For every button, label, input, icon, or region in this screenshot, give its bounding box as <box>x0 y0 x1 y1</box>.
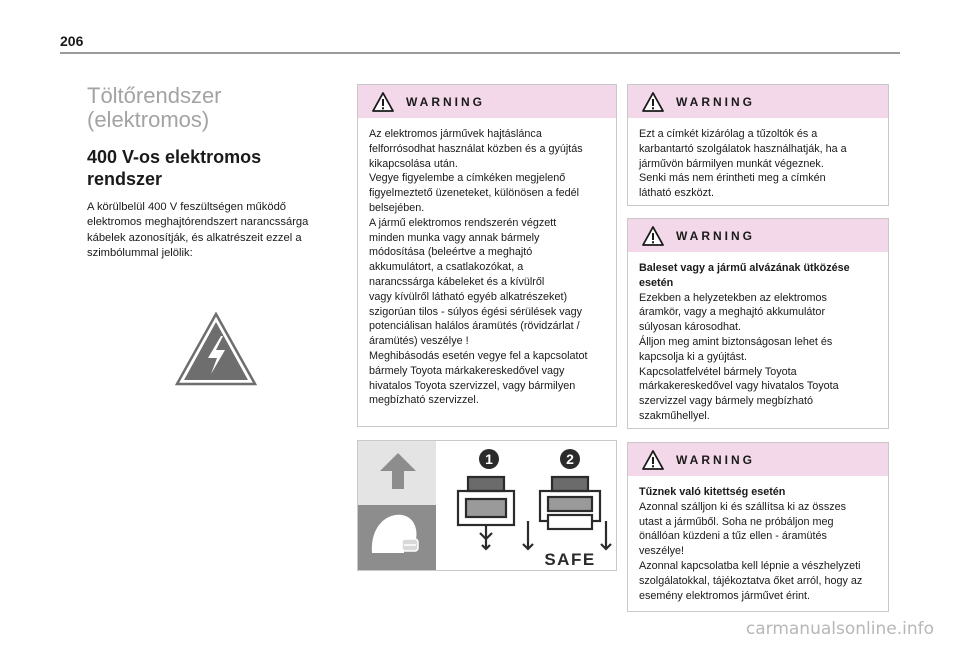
left-column <box>87 84 344 391</box>
warning-title: WARNING <box>676 452 755 467</box>
intro-paragraph: A körülbelül 400 V feszültségen működő elektromos meghajtórendszert narancssárga kábelek azonosítják, és alkatrészeit ezzel a szimbólummal jelölik: <box>87 201 309 260</box>
warning-title: WARNING <box>406 94 485 109</box>
warning-header <box>628 443 888 476</box>
warning-text: Azonnal szálljon ki és szállítsa ki az összes utast a járműből. Soha ne próbáljon meg önállóan küzdeni a tűz ellen - áramütés veszélye! Azonnal kapcsolatba kell lépnie a vészhelyzeti szolgálatokkal, tájékoztatva őket arról, hogy az esemény elektromos járművet érint. <box>639 500 863 602</box>
warning-text: Ezekben a helyzetekben az elektromos áramkör, vagy a meghajtó akkumulátor súlyosan károsodhat. Álljon meg amint biztonságosan lehet és kapcsolja ki a gyújtást. Kapcsolatfelvétel bármely Toyota márkakereskedővel vagy hivatalos Toyota szervizzel vagy bármely megbízható szakműhellyel. <box>639 291 839 422</box>
warning-header <box>628 85 888 118</box>
watermark: carmanualsonline.info <box>745 619 934 639</box>
warning-body <box>628 476 888 611</box>
warning-triangle-icon <box>642 226 664 246</box>
section-title-line-1: Töltőrendszer <box>87 83 222 108</box>
warning-title: WARNING <box>676 228 755 243</box>
warning-title: WARNING <box>676 94 755 109</box>
warning-text: Az elektromos járművek hajtáslánca felforrósodhat használat közben és a gyújtás kikapcsolása után. Vegye figyelembe a címkéken megjelenő figyelmeztető üzeneteket, különösen a fedél belsejében. A jármű elektromos rendszerén végzett minden munka vagy annak bármely módosítása (beleértve a meghajtó akkumulátort, a csatlakozókat, a narancssárga kábeleket és a kívülről vagy kívülről látható egyéb alkatrészeket) szigorúan tilos - súlyos égési sérülések vagy potenciálisan halálos áramütés (rövidzárlat / áramütés) veszélye ! Meghibásodás esetén vegye fel a kapcsolatot bármely Toyota márkakereskedővel vagy hivatalos Toyota szervizzel, vagy bármilyen megbízható szervizzel. <box>369 128 588 407</box>
cutoff-label-figure <box>357 440 617 571</box>
warning-box-label-usage <box>627 84 889 206</box>
warning-heading: Tűznek való kitettség esetén <box>639 486 786 498</box>
warning-box-collision <box>627 218 889 429</box>
sub-title-line-2: rendszer <box>87 169 163 189</box>
sub-title-line-1: 400 V-os elektromos <box>87 147 262 167</box>
right-column <box>627 84 889 612</box>
warning-heading: Baleset vagy a jármű alvázának ütközése esetén <box>639 262 850 289</box>
cutoff-label-illustration <box>358 441 616 570</box>
warning-header <box>628 219 888 252</box>
page-number: 206 <box>60 33 84 49</box>
connector-plugged-icon <box>458 477 514 549</box>
section-title-line-2: (elektromos) <box>87 107 210 132</box>
warning-triangle-icon <box>642 92 664 112</box>
warning-triangle-icon <box>642 450 664 470</box>
warning-box-fire <box>627 442 889 612</box>
header-divider <box>60 52 900 54</box>
warning-body <box>628 252 888 432</box>
warning-header <box>358 85 616 118</box>
step-badge-1: 1 <box>485 451 493 467</box>
warning-box-hot-powertrain <box>357 84 617 427</box>
sub-title <box>87 146 344 190</box>
high-voltage-warning-icon <box>175 312 257 386</box>
warning-text: Ezt a címkét kizárólag a tűzoltók és a karbantartó szolgálatok használhatják, ha a járművön bármilyen munkát végeznek. Senki más nem érintheti meg a címkén látható eszközt. <box>639 128 847 200</box>
middle-column <box>357 84 617 427</box>
connector-unplugged-icon <box>523 477 611 549</box>
safe-label: SAFE <box>544 550 596 569</box>
warning-triangle-icon <box>372 92 394 112</box>
section-title <box>87 84 344 132</box>
step-badge-2: 2 <box>566 451 574 467</box>
